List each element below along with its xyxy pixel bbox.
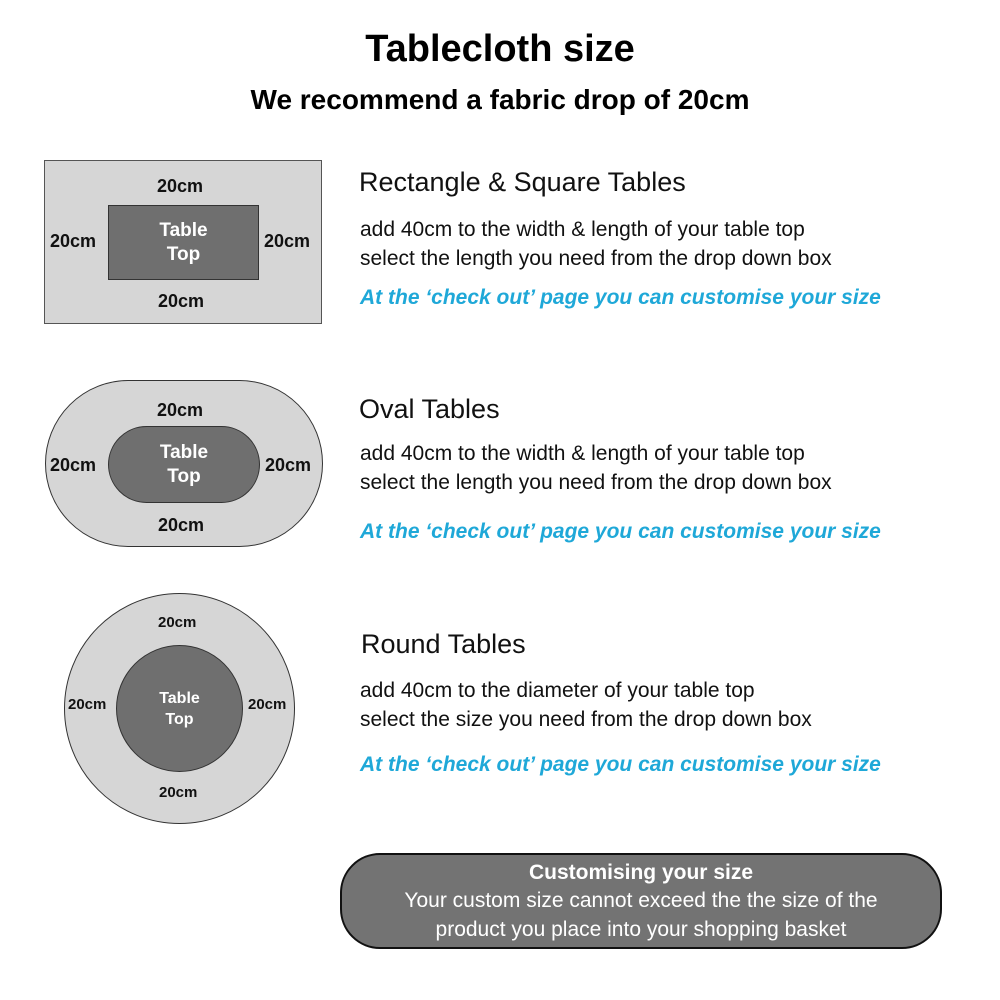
round-drop-label-left: 20cm [68, 696, 107, 713]
table-top-label [159, 219, 207, 267]
round-drop-label-bottom: 20cm [159, 784, 198, 801]
table-top-label [160, 441, 208, 489]
round-section-line2: select the size you need from the drop down box [360, 708, 812, 731]
table-top-label-line2: Top [167, 465, 201, 487]
oval-drop-label-bottom: 20cm [158, 515, 205, 535]
round-section-line1: add 40cm to the diameter of your table top [360, 679, 755, 702]
round-section-heading: Round Tables [361, 629, 526, 659]
oval-drop-label-left: 20cm [50, 455, 97, 475]
table-top-label-line2: Top [166, 243, 201, 265]
round-drop-label-right: 20cm [248, 696, 287, 713]
rectangle-drop-label-right: 20cm [264, 231, 311, 251]
rectangle-drop-label-left: 20cm [50, 231, 97, 251]
rectangle-drop-label-bottom: 20cm [158, 291, 205, 311]
rectangle-table-top-shape [108, 205, 259, 280]
table-top-label-line1: Table [159, 441, 209, 463]
page-title: Tablecloth size [365, 28, 635, 70]
customising-line2: product you place into your shopping basket [435, 918, 847, 941]
oval-drop-label-top: 20cm [157, 400, 204, 420]
round-table-top-shape [116, 645, 243, 772]
customising-info-box [340, 853, 942, 949]
oval-section-line1: add 40cm to the width & length of your table top [360, 442, 805, 465]
oval-section-note: At the ‘check out’ page you can customise your size [360, 520, 881, 543]
table-top-label [159, 688, 200, 730]
rectangle-section-heading: Rectangle & Square Tables [359, 167, 686, 197]
round-section-note: At the ‘check out’ page you can customise your size [360, 753, 881, 776]
rectangle-section-line2: select the length you need from the drop down box [360, 247, 832, 270]
table-top-label-line1: Table [159, 689, 200, 707]
oval-section-heading: Oval Tables [359, 394, 500, 424]
oval-section-line2: select the length you need from the drop down box [360, 471, 832, 494]
rectangle-drop-label-top: 20cm [157, 176, 204, 196]
oval-drop-label-right: 20cm [265, 455, 312, 475]
page-subtitle: We recommend a fabric drop of 20cm [250, 84, 750, 115]
oval-table-top-shape [108, 426, 260, 503]
rectangle-section-note: At the ‘check out’ page you can customise your size [360, 286, 881, 309]
table-top-label-line1: Table [159, 219, 208, 241]
customising-line1: Your custom size cannot exceed the the size of the [404, 889, 878, 912]
customising-heading: Customising your size [528, 861, 754, 884]
round-drop-label-top: 20cm [158, 614, 197, 631]
table-top-label-line2: Top [165, 710, 194, 728]
rectangle-section-line1: add 40cm to the width & length of your table top [360, 218, 805, 241]
